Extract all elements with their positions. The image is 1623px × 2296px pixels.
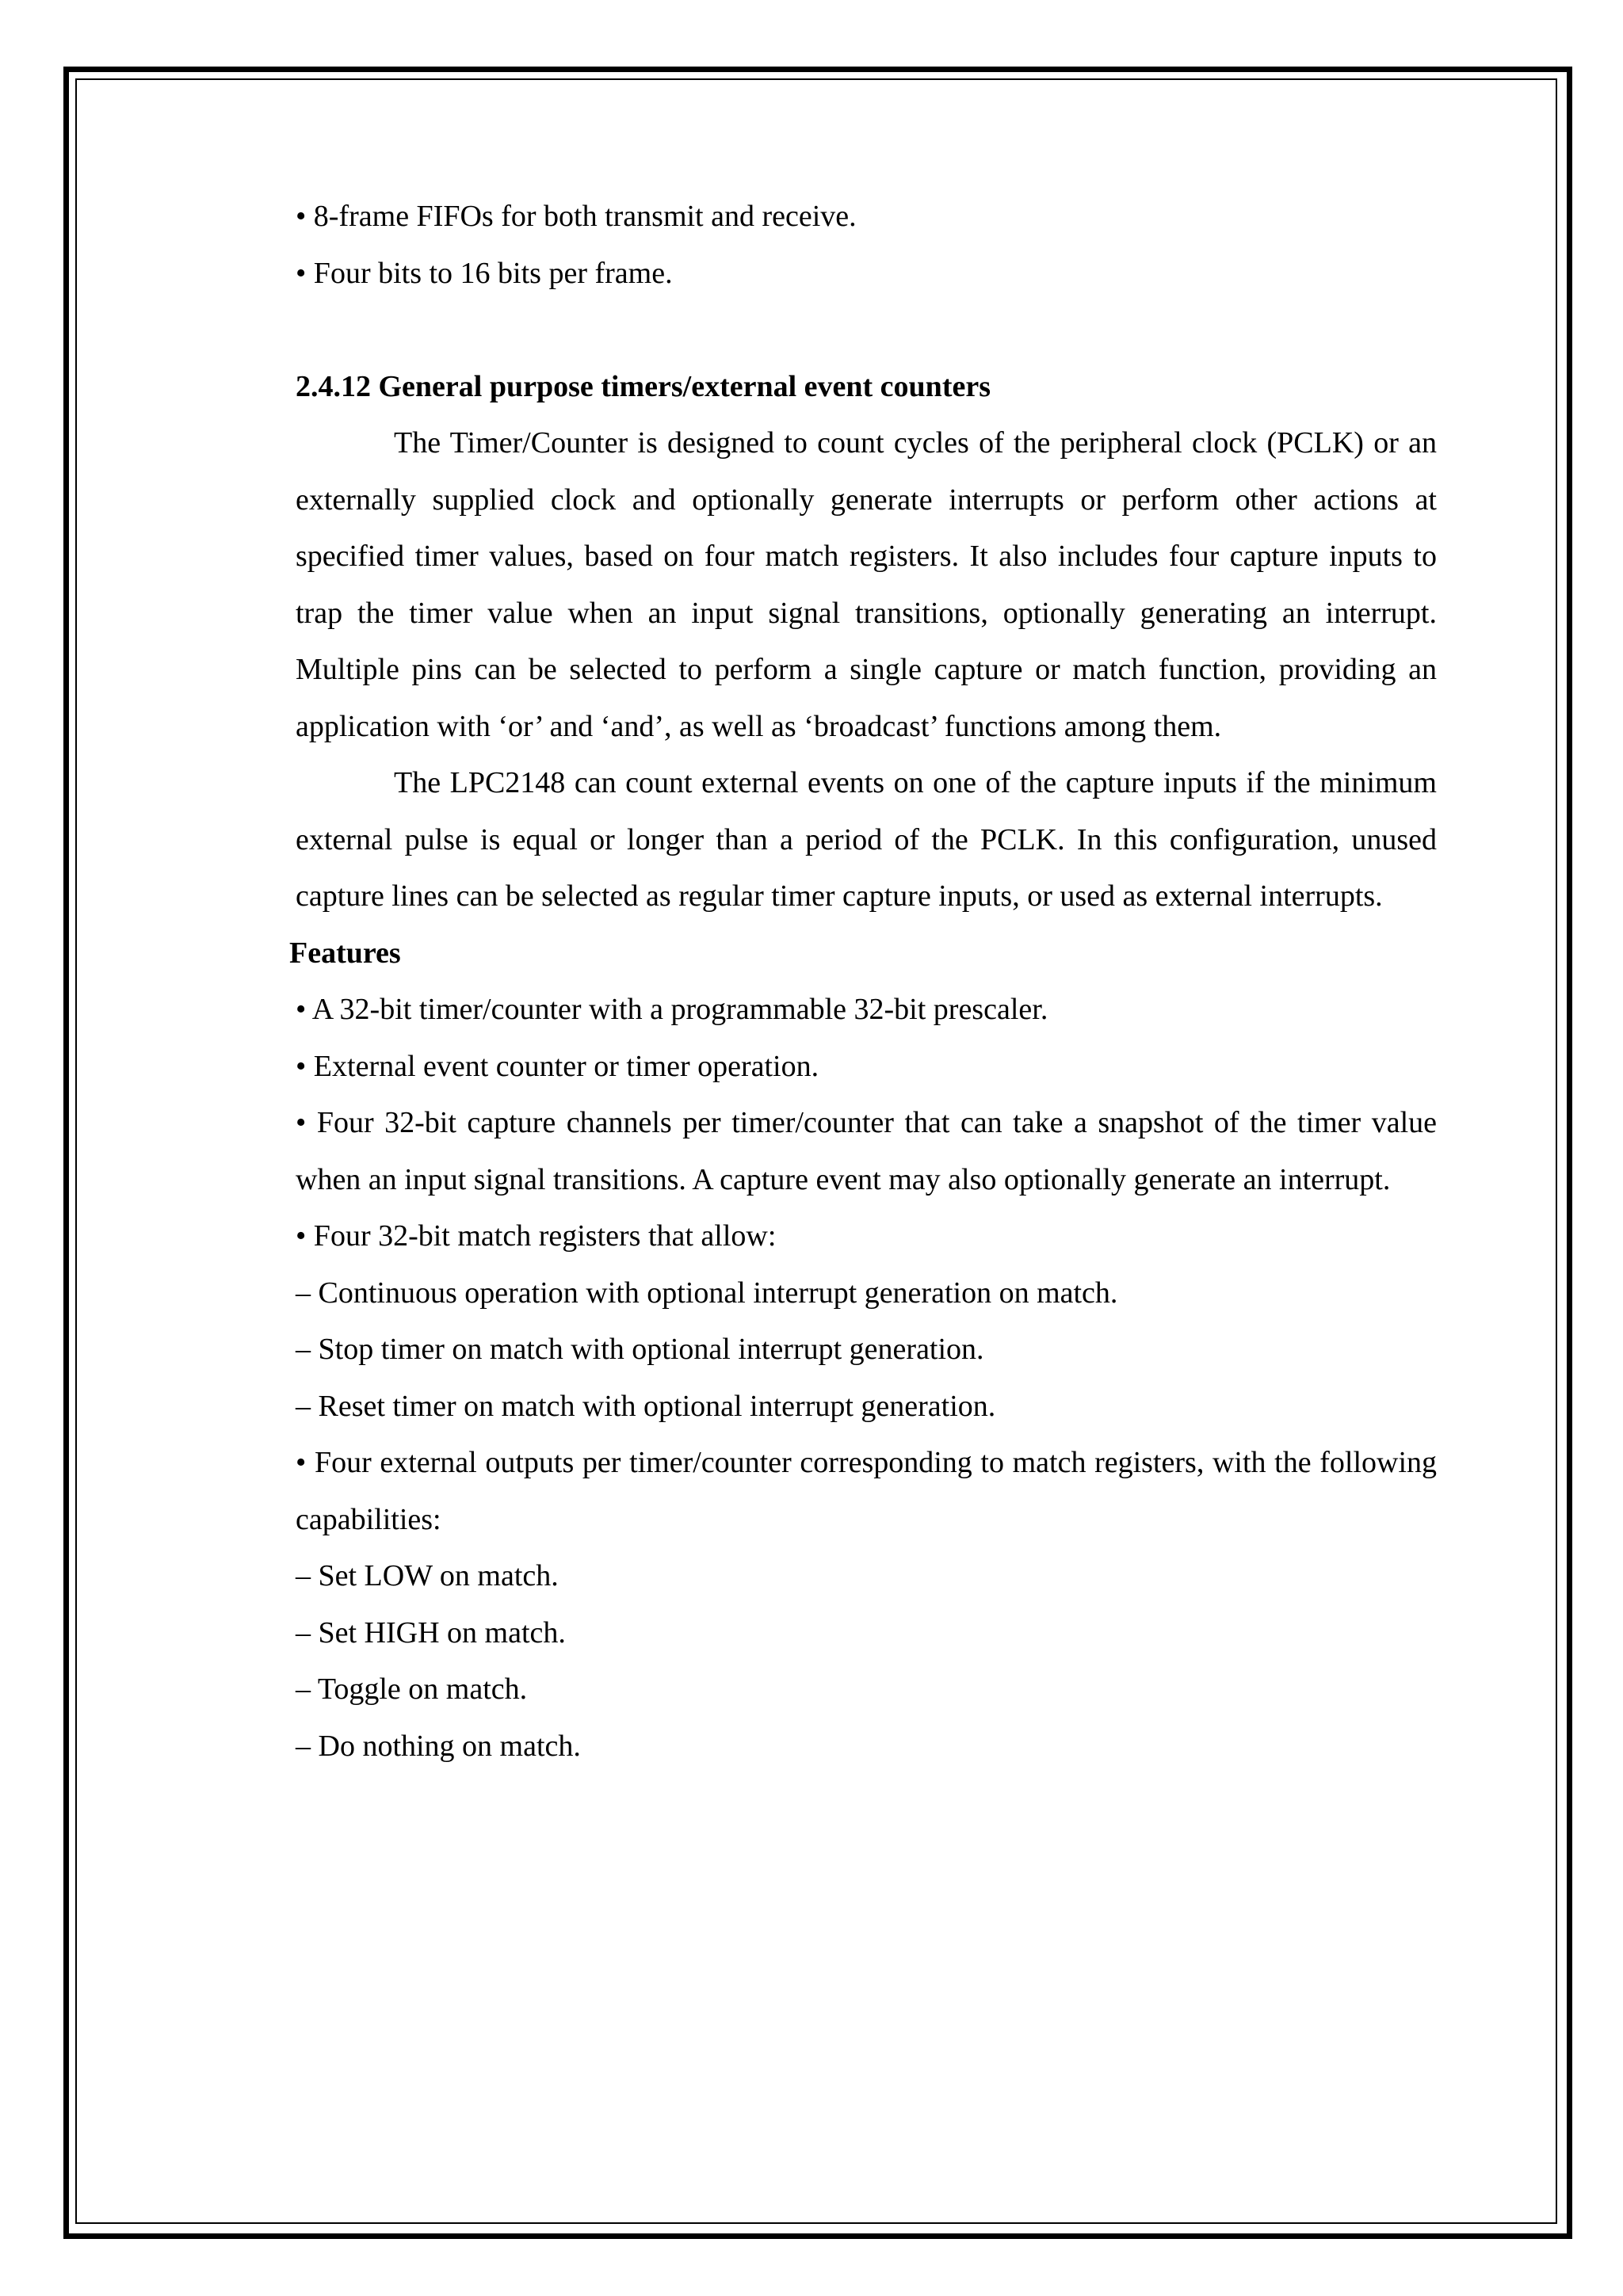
features-heading: Features	[289, 936, 401, 970]
intro-bullet-frame-bits: • Four bits to 16 bits per frame.	[296, 256, 673, 290]
feature-item: • Four external outputs per timer/counter corresponding to match registers, with the following capabilities:	[296, 1446, 1437, 1536]
spacer	[296, 302, 1437, 359]
paragraph-lpc2148: The LPC2148 can count external events on one of the capture inputs if the minimum external pulse is equal or longer than a period of the PCLK. In this configuration, unused capture lines can be selected as regular timer capture inputs, or used as external interrupts.	[296, 766, 1437, 913]
feature-subitem: – Continuous operation with optional interrupt generation on match.	[296, 1276, 1118, 1310]
feature-item: • Four 32-bit capture channels per timer/counter that can take a snapshot of the timer value when an input signal transitions. A capture event may also optionally generate an interrupt.	[296, 1106, 1437, 1196]
feature-subitem: – Reset timer on match with optional interrupt generation.	[296, 1389, 996, 1423]
feature-item: • External event counter or timer operation.	[296, 1049, 819, 1083]
feature-subitem: – Set LOW on match.	[296, 1559, 559, 1592]
feature-subitem: – Toggle on match.	[296, 1672, 528, 1706]
feature-item: • A 32-bit timer/counter with a programmable 32-bit prescaler.	[296, 993, 1048, 1026]
paragraph-timer-counter: The Timer/Counter is designed to count cycles of the peripheral clock (PCLK) or an externally supplied clock and optionally generate interrupts or perform other actions at specified timer values, based on four match registers. It also includes four capture inputs to trap the timer value when an input signal transitions, optionally generating an interrupt. Multiple pins can be selected to perform a single capture or match function, providing an application with ‘or’ and ‘and’, as well as ‘broadcast’ functions among them.	[296, 426, 1437, 743]
section-heading: 2.4.12 General purpose timers/external event counters	[296, 369, 991, 403]
feature-subitem: – Do nothing on match.	[296, 1729, 581, 1763]
feature-subitem: – Stop timer on match with optional interrupt generation.	[296, 1333, 984, 1366]
page-content	[289, 189, 1437, 1775]
feature-item: • Four 32-bit match registers that allow:	[296, 1219, 777, 1253]
feature-subitem: – Set HIGH on match.	[296, 1615, 566, 1650]
intro-bullet-fifo: • 8-frame FIFOs for both transmit and receive.	[296, 200, 857, 233]
